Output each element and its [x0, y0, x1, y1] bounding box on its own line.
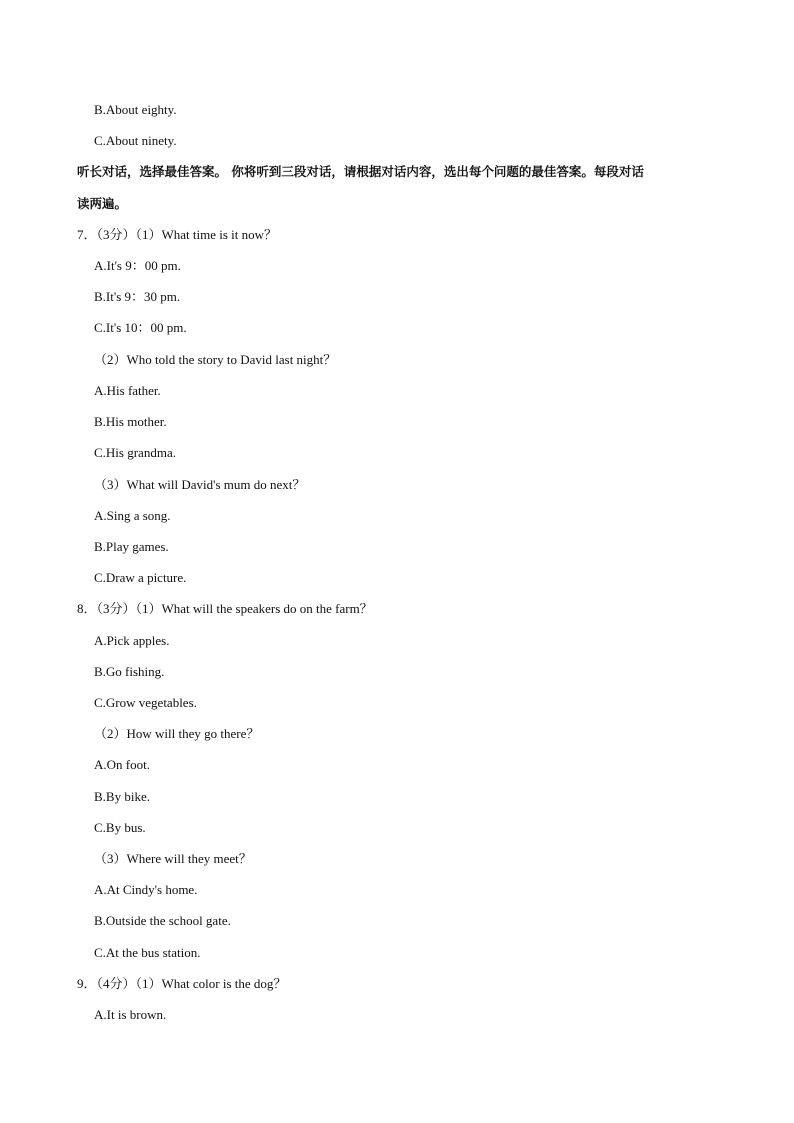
option-6-b: B.About eighty.	[94, 102, 177, 117]
question-7-2: （2）Who told the story to David last night？	[94, 352, 337, 367]
option-6-c: C.About ninety.	[94, 133, 177, 148]
option-7-3-c: C.Draw a picture.	[94, 570, 187, 585]
option-7-2-c: C.His grandma.	[94, 445, 176, 460]
question-8-3: （3）Where will they meet？	[94, 851, 252, 866]
question-8-2: （2）How will they go there？	[94, 726, 260, 741]
option-7-3-a: A.Sing a song.	[94, 508, 171, 523]
option-7-2-a: A.His father.	[94, 383, 161, 398]
question-7-1: 7．（3分）（1）What time is it now？	[77, 227, 278, 242]
option-7-3-b: B.Play games.	[94, 539, 169, 554]
option-8-1-c: C.Grow vegetables.	[94, 695, 197, 710]
option-8-2-c: C.By bus.	[94, 820, 146, 835]
option-8-3-c: C.At the bus station.	[94, 945, 201, 960]
option-9-1-a: A.It is brown.	[94, 1007, 167, 1022]
question-8-1: 8．（3分）（1）What will the speakers do on the farm？	[77, 601, 373, 616]
option-8-2-a: A.On foot.	[94, 757, 150, 772]
question-9-1: 9．（4分）（1）What color is the dog？	[77, 976, 287, 991]
option-8-3-a: A.At Cindy's home.	[94, 882, 198, 897]
option-7-1-c: C.It's 10：00 pm.	[94, 320, 187, 335]
option-7-2-b: B.His mother.	[94, 414, 167, 429]
option-8-2-b: B.By bike.	[94, 789, 150, 804]
option-8-1-a: A.Pick apples.	[94, 633, 170, 648]
section-instruction: 听长对话，选择最佳答案。 你将听到三段对话，请根据对话内容，选出每个问题的最佳答案。每段对话	[77, 164, 644, 179]
section-instruction-cont: 读两遍。	[77, 196, 128, 211]
option-8-1-b: B.Go fishing.	[94, 664, 165, 679]
option-8-3-b: B.Outside the school gate.	[94, 913, 231, 928]
option-7-1-b: B.It's 9：30 pm.	[94, 289, 181, 304]
option-7-1-a: A.It's 9：00 pm.	[94, 258, 181, 273]
question-7-3: （3）What will David's mum do next？	[94, 477, 306, 492]
